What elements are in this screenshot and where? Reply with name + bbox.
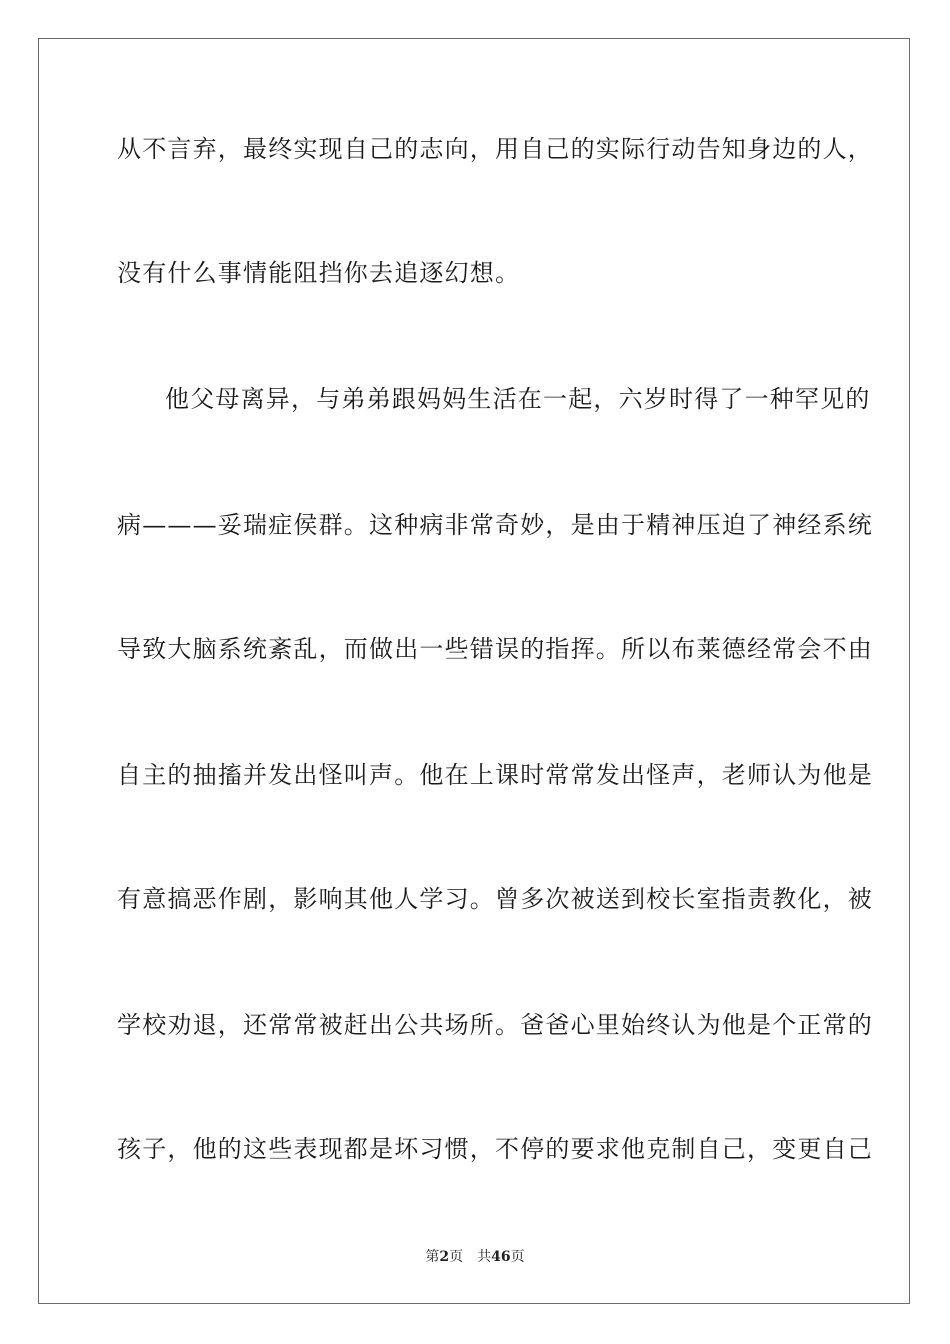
- page-suffix: 页: [449, 1249, 464, 1265]
- text-line-4: 病———妥瑞症侯群。这种病非常奇妙，是由于精神压迫了神经系统: [117, 511, 873, 539]
- page-border: [38, 38, 910, 1304]
- total-pages: 46: [491, 1249, 511, 1265]
- text-line-5: 导致大脑系统紊乱，而做出一些错误的指挥。所以布莱德经常会不由: [117, 635, 873, 663]
- text-line-8: 学校劝退，还常常被赶出公共场所。爸爸心里始终认为他是个正常的: [117, 1011, 873, 1039]
- text-line-2: 没有什么事情能阻挡你去追逐幻想。: [117, 259, 521, 287]
- total-prefix: 共: [477, 1249, 492, 1265]
- text-line-6: 自主的抽搐并发出怪叫声。他在上课时常常发出怪声，老师认为他是: [117, 761, 873, 789]
- text-line-9: 孩子，他的这些表现都是坏习惯，不停的要求他克制自己，变更自己: [117, 1135, 873, 1163]
- total-suffix: 页: [510, 1249, 525, 1265]
- text-line-7: 有意搞恶作剧，影响其他人学习。曾多次被送到校长室指责教化，被: [117, 885, 873, 913]
- page-prefix: 第: [425, 1249, 440, 1265]
- text-line-3: 他父母离异，与弟弟跟妈妈生活在一起，六岁时得了一种罕见的: [165, 385, 871, 413]
- page-number: 2: [439, 1249, 450, 1265]
- text-line-1: 从不言弃，最终实现自己的志向，用自己的实际行动告知身边的人，: [117, 135, 873, 163]
- page-footer: [0, 1248, 950, 1266]
